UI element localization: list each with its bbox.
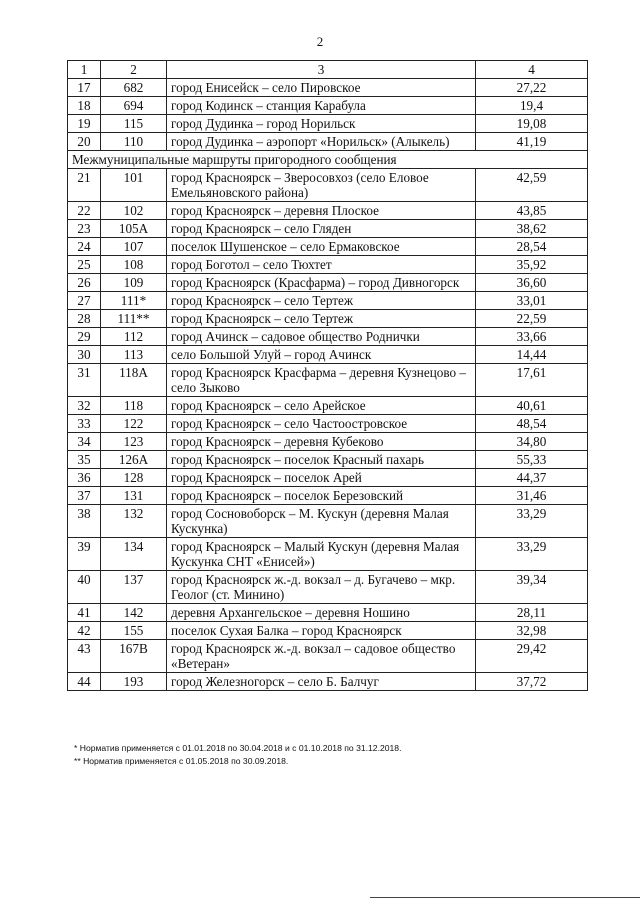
route-number: 118 xyxy=(101,397,167,415)
route-name: город Красноярск – поселок Арей xyxy=(167,469,476,487)
row-number: 26 xyxy=(68,274,101,292)
norm-value: 31,46 xyxy=(476,487,588,505)
route-name: город Кодинск – станция Карабула xyxy=(167,97,476,115)
row-number: 25 xyxy=(68,256,101,274)
route-number: 110 xyxy=(101,133,167,151)
route-number: 128 xyxy=(101,469,167,487)
row-number: 20 xyxy=(68,133,101,151)
row-number: 18 xyxy=(68,97,101,115)
route-number: 137 xyxy=(101,571,167,604)
row-number: 44 xyxy=(68,673,101,691)
norm-value: 40,61 xyxy=(476,397,588,415)
table-row xyxy=(68,220,588,238)
row-number: 19 xyxy=(68,115,101,133)
norm-value: 39,34 xyxy=(476,571,588,604)
route-number: 101 xyxy=(101,169,167,202)
row-number: 32 xyxy=(68,397,101,415)
header-cell-3: 3 xyxy=(167,61,476,79)
table-header-row xyxy=(68,61,588,79)
norm-value: 19,08 xyxy=(476,115,588,133)
norm-value: 19,4 xyxy=(476,97,588,115)
table-row xyxy=(68,604,588,622)
route-name: поселок Сухая Балка – город Красноярск xyxy=(167,622,476,640)
route-number: 131 xyxy=(101,487,167,505)
table-row xyxy=(68,256,588,274)
norm-value: 28,11 xyxy=(476,604,588,622)
norm-value: 55,33 xyxy=(476,451,588,469)
route-number: 123 xyxy=(101,433,167,451)
route-number: 108 xyxy=(101,256,167,274)
row-number: 35 xyxy=(68,451,101,469)
row-number: 33 xyxy=(68,415,101,433)
table-row xyxy=(68,202,588,220)
table-row xyxy=(68,415,588,433)
row-number: 40 xyxy=(68,571,101,604)
table-row xyxy=(68,433,588,451)
route-name: город Красноярск – деревня Кубеково xyxy=(167,433,476,451)
row-number: 22 xyxy=(68,202,101,220)
page-edge-line xyxy=(370,897,640,898)
norm-value: 33,66 xyxy=(476,328,588,346)
route-number: 134 xyxy=(101,538,167,571)
table-row xyxy=(68,292,588,310)
tariff-norms-table xyxy=(67,60,588,691)
route-name: село Большой Улуй – город Ачинск xyxy=(167,346,476,364)
norm-value: 32,98 xyxy=(476,622,588,640)
route-name: город Енисейск – село Пировское xyxy=(167,79,476,97)
row-number: 30 xyxy=(68,346,101,364)
page-number: 2 xyxy=(316,34,324,49)
route-name: деревня Архангельское – деревня Ношино xyxy=(167,604,476,622)
route-name: город Ачинск – садовое общество Роднички xyxy=(167,328,476,346)
route-number: 126А xyxy=(101,451,167,469)
route-name: город Красноярск ж.-д. вокзал – д. Бугачево – мкр. Геолог (ст. Минино) xyxy=(167,571,476,604)
table-row xyxy=(68,538,588,571)
table-row xyxy=(68,571,588,604)
route-number: 682 xyxy=(101,79,167,97)
norm-value: 27,22 xyxy=(476,79,588,97)
row-number: 39 xyxy=(68,538,101,571)
row-number: 36 xyxy=(68,469,101,487)
route-number: 167В xyxy=(101,640,167,673)
norm-value: 17,61 xyxy=(476,364,588,397)
norm-value: 33,29 xyxy=(476,538,588,571)
table-row xyxy=(68,673,588,691)
route-number: 118А xyxy=(101,364,167,397)
route-number: 105А xyxy=(101,220,167,238)
route-name: город Красноярск – поселок Березовский xyxy=(167,487,476,505)
table-row xyxy=(68,346,588,364)
row-number: 31 xyxy=(68,364,101,397)
route-name: город Сосновоборск – М. Кускун (деревня Малая Кускунка) xyxy=(167,505,476,538)
norm-value: 22,59 xyxy=(476,310,588,328)
norm-value: 37,72 xyxy=(476,673,588,691)
row-number: 23 xyxy=(68,220,101,238)
table-row xyxy=(68,274,588,292)
route-name: город Красноярск (Красфарма) – город Дивногорск xyxy=(167,274,476,292)
section-title: Межмуниципальные маршруты пригородного сообщения xyxy=(68,151,588,169)
route-name: город Красноярск – деревня Плоское xyxy=(167,202,476,220)
route-name: город Железногорск – село Б. Балчуг xyxy=(167,673,476,691)
norm-value: 48,54 xyxy=(476,415,588,433)
route-number: 113 xyxy=(101,346,167,364)
route-name: город Красноярск – село Частоостровское xyxy=(167,415,476,433)
norm-value: 28,54 xyxy=(476,238,588,256)
route-number: 193 xyxy=(101,673,167,691)
route-number: 112 xyxy=(101,328,167,346)
footnote-2: ** Норматив применяется с 01.05.2018 по 30.09.2018. xyxy=(74,756,289,766)
row-number: 37 xyxy=(68,487,101,505)
header-cell-1: 1 xyxy=(68,61,101,79)
route-name: город Красноярск – Малый Кускун (деревня Малая Кускунка СНТ «Енисей») xyxy=(167,538,476,571)
route-name: город Красноярск – село Тертеж xyxy=(167,310,476,328)
table-row xyxy=(68,487,588,505)
norm-value: 42,59 xyxy=(476,169,588,202)
header-cell-4: 4 xyxy=(476,61,588,79)
header-cell-2: 2 xyxy=(101,61,167,79)
table-row xyxy=(68,505,588,538)
table-row xyxy=(68,97,588,115)
row-number: 41 xyxy=(68,604,101,622)
route-number: 102 xyxy=(101,202,167,220)
footnotes xyxy=(74,742,401,768)
table-row xyxy=(68,469,588,487)
norm-value: 41,19 xyxy=(476,133,588,151)
route-name: город Боготол – село Тюхтет xyxy=(167,256,476,274)
norm-value: 33,01 xyxy=(476,292,588,310)
table-row xyxy=(68,451,588,469)
route-number: 694 xyxy=(101,97,167,115)
route-name: город Красноярск – село Гляден xyxy=(167,220,476,238)
norm-value: 38,62 xyxy=(476,220,588,238)
row-number: 38 xyxy=(68,505,101,538)
section-row xyxy=(68,151,588,169)
route-number: 132 xyxy=(101,505,167,538)
row-number: 43 xyxy=(68,640,101,673)
route-number: 107 xyxy=(101,238,167,256)
route-name: город Красноярск – поселок Красный пахарь xyxy=(167,451,476,469)
route-name: город Красноярск – село Тертеж xyxy=(167,292,476,310)
route-name: поселок Шушенское – село Ермаковское xyxy=(167,238,476,256)
norm-value: 34,80 xyxy=(476,433,588,451)
row-number: 34 xyxy=(68,433,101,451)
norm-value: 44,37 xyxy=(476,469,588,487)
table-row xyxy=(68,133,588,151)
table-row xyxy=(68,328,588,346)
norm-value: 29,42 xyxy=(476,640,588,673)
route-number: 111* xyxy=(101,292,167,310)
route-number: 115 xyxy=(101,115,167,133)
route-name: город Дудинка – аэропорт «Норильск» (Алыкель) xyxy=(167,133,476,151)
norm-value: 35,92 xyxy=(476,256,588,274)
row-number: 42 xyxy=(68,622,101,640)
route-name: город Дудинка – город Норильск xyxy=(167,115,476,133)
norm-value: 43,85 xyxy=(476,202,588,220)
row-number: 28 xyxy=(68,310,101,328)
row-number: 17 xyxy=(68,79,101,97)
table-row xyxy=(68,238,588,256)
route-number: 122 xyxy=(101,415,167,433)
table-row xyxy=(68,115,588,133)
row-number: 29 xyxy=(68,328,101,346)
footnote-1: * Норматив применяется с 01.01.2018 по 30.04.2018 и с 01.10.2018 по 31.12.2018. xyxy=(74,743,402,753)
route-number: 142 xyxy=(101,604,167,622)
table-row xyxy=(68,397,588,415)
table-row xyxy=(68,622,588,640)
norm-value: 36,60 xyxy=(476,274,588,292)
route-number: 109 xyxy=(101,274,167,292)
route-name: город Красноярск Красфарма – деревня Кузнецово – село Зыково xyxy=(167,364,476,397)
route-name: город Красноярск ж.-д. вокзал – садовое общество «Ветеран» xyxy=(167,640,476,673)
row-number: 21 xyxy=(68,169,101,202)
table-row xyxy=(68,310,588,328)
norm-value: 14,44 xyxy=(476,346,588,364)
route-number: 111** xyxy=(101,310,167,328)
row-number: 24 xyxy=(68,238,101,256)
route-number: 155 xyxy=(101,622,167,640)
row-number: 27 xyxy=(68,292,101,310)
table-row xyxy=(68,640,588,673)
table-row xyxy=(68,79,588,97)
norm-value: 33,29 xyxy=(476,505,588,538)
table-row xyxy=(68,364,588,397)
table-row xyxy=(68,169,588,202)
route-name: город Красноярск – село Арейское xyxy=(167,397,476,415)
route-name: город Красноярск – Зверосовхоз (село Еловое Емельяновского района) xyxy=(167,169,476,202)
